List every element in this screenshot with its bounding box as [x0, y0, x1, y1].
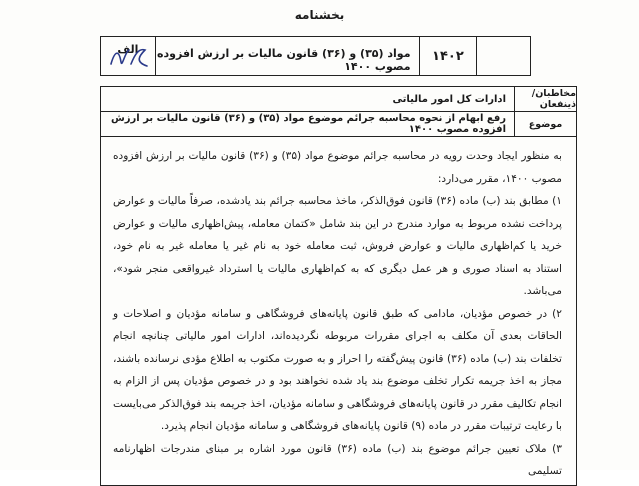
series-label: الف: [117, 43, 139, 56]
audience-row: [101, 87, 576, 112]
signature-cell: [476, 37, 530, 75]
body-text: [101, 137, 576, 483]
paragraph-3: ۳) ملاک تعیین جرائم موضوع بند (ب) ماده (۳۶) قانون مورد اشاره بر مبنای مندرجات اظهارنامه تسلیمی: [113, 442, 562, 477]
intro-paragraph: به منظور ایجاد وحدت رویه در محاسبه جرائم موضوع مواد (۳۵) و (۳۶) قانون مالیات بر ارزش افزوده مصوب ۱۴۰۰، مقرر می‌دارد:: [113, 150, 562, 185]
main-box: [100, 86, 577, 486]
topic-row: [101, 112, 576, 137]
topic-label: موضوع: [514, 112, 576, 136]
header-box: [100, 36, 531, 76]
circular-number: ۱۴۰۲: [419, 37, 477, 75]
circular-subject: مواد (۳۵) و (۳۶) قانون مالیات بر ارزش افزوده مصوب ۱۴۰۰: [155, 37, 419, 75]
paragraph-2: ۲) در خصوص مؤدیان، مادامی که طبق قانون پایانه‌های فروشگاهی و سامانه مؤدیان و اصلاحات و الحاقات بعدی آن مکلف به اجرای مقررات مربوطه نگردیده‌اند، ادارات امور مالیاتی چنانچه انجام تخلفات بند (ب) ماده (۳۶) قانون پیش‌گفته را احراز و به صورت مکتوب به اطلاع مؤدی نرسانده باشند، مجاز به اخذ جریمه تکرار تخلف موضوع بند یاد شده نخواهند بود و در خصوص مؤدیان پس از الزام به انجام تکالیف مقرر در قانون پایانه‌های فروشگاهی و سامانه مؤدیان، اخذ جریمه بند فوق‌الذکر می‌بایست با رعایت ترتیبات مقرر در ماده (۹) قانون پایانه‌های فروشگاهی و سامانه مؤدیان انجام پذیرد.: [113, 307, 562, 432]
audience-value: ادارات کل امور مالیاتی: [392, 93, 506, 105]
signature-scribble: [105, 40, 151, 74]
handwritten-signature: [105, 40, 151, 74]
audience-label: مخاطبان/ذینفعان: [514, 87, 576, 111]
topic-value: رفع ابهام از نحوه محاسبه جرائم موضوع مواد (۳۵) و (۳۶) قانون مالیات بر ارزش افزوده مصوب ۱۴۰۰: [110, 113, 506, 135]
paragraph-1: ۱) مطابق بند (ب) ماده (۳۶) قانون فوق‌الذکر، ماخذ محاسبه جرائم بند یادشده، صرفاً مالیات و عوارض پرداخت نشده مربوط به موارد مندرج در این بند شامل «کتمان معامله، پیش‌اظهاری مالیات و عوارض خرید یا کم‌اظهاری مالیات و عوارض فروش، ثبت معامله خود به نام غیر یا معامله غیر به نام خود، استناد به اسناد صوری و هر عمل دیگری که به کم‌اظهاری مالیات یا استرداد غیرواقعی منجر شود»، می‌باشد.: [113, 195, 562, 297]
document-heading: بخشنامه: [294, 8, 345, 22]
